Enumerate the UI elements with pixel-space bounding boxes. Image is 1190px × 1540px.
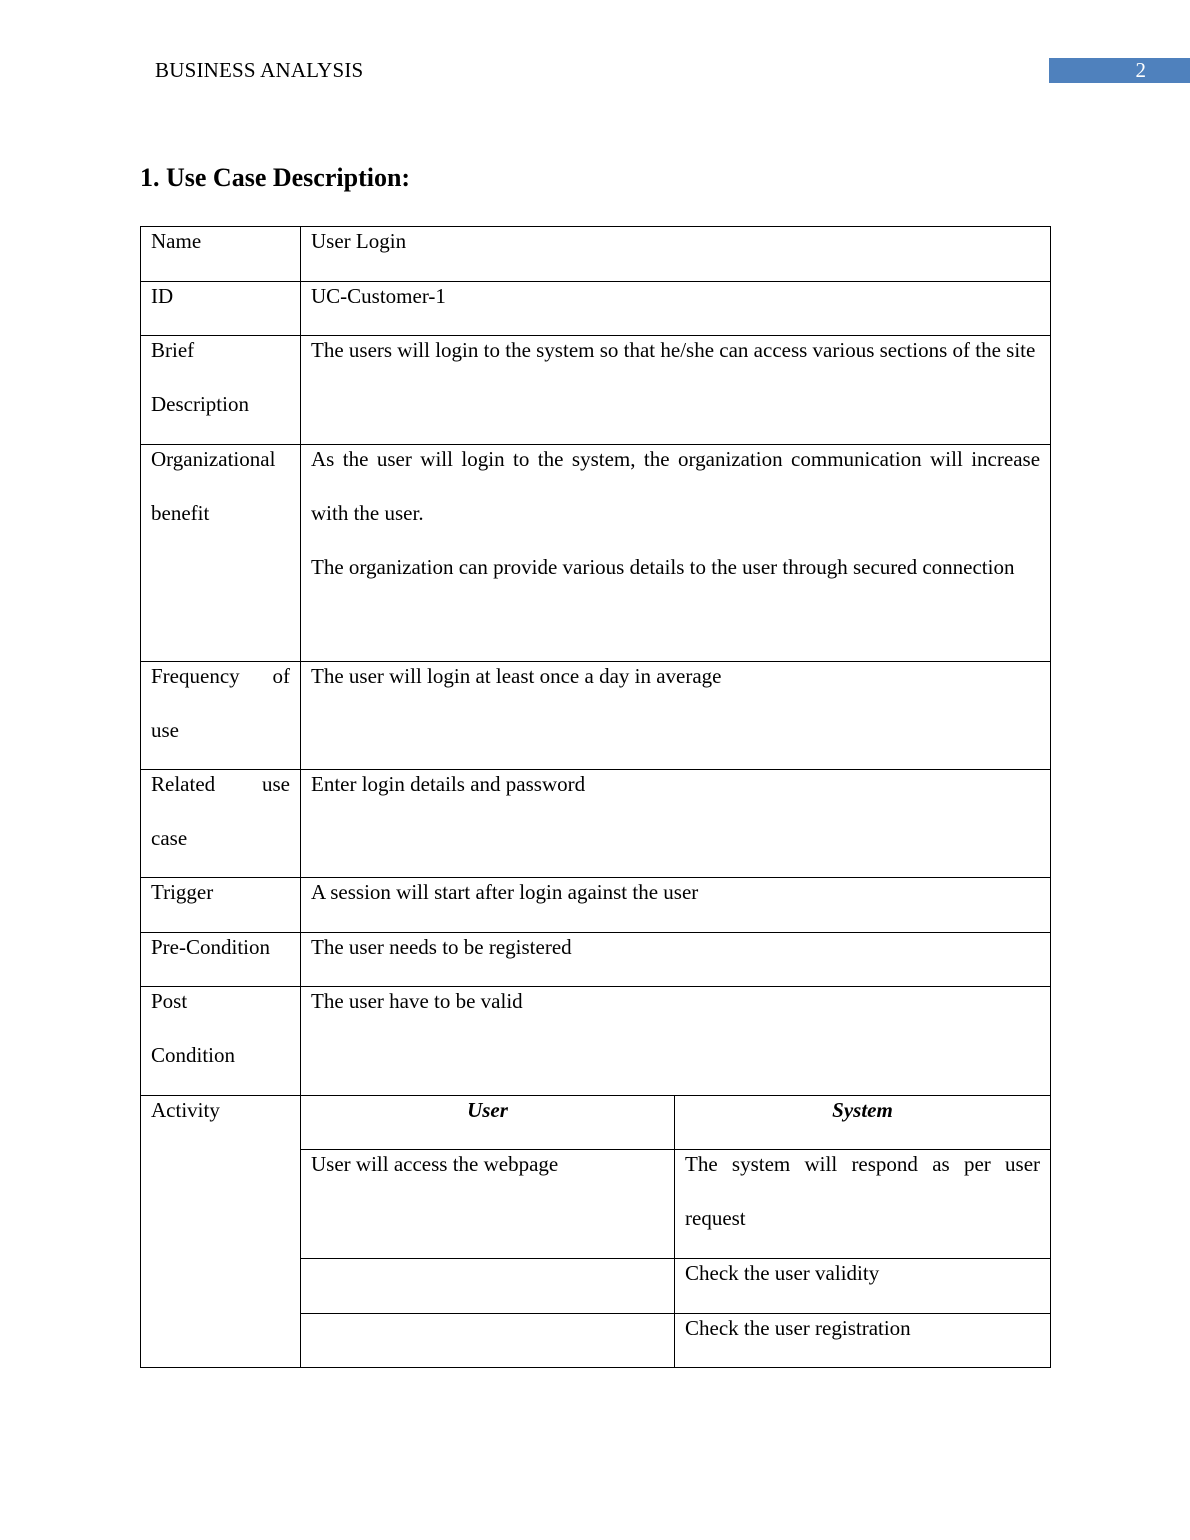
related-use-case-value: Enter login details and password [301, 770, 1051, 878]
activity-system-header: System [675, 1096, 1051, 1150]
table-row [141, 770, 1051, 878]
table-row [141, 987, 1051, 1096]
activity-user-header: User [301, 1096, 675, 1150]
activity-label: Activity [141, 1096, 301, 1368]
activity-user-cell [301, 1259, 675, 1314]
brief-description-value: The users will login to the system so that he/she can access various sections of the site [301, 336, 1051, 445]
trigger-label: Trigger [141, 878, 301, 933]
table-row [141, 336, 1051, 445]
table-row [141, 662, 1051, 770]
organizational-benefit-label: Organizational benefit [141, 445, 301, 662]
trigger-value: A session will start after login against the user [301, 878, 1051, 933]
activity-system-cell: Check the user registration [675, 1314, 1051, 1368]
brief-description-label: Brief Description [141, 336, 301, 445]
id-value: UC-Customer-1 [301, 282, 1051, 336]
post-condition-label: Post Condition [141, 987, 301, 1096]
activity-system-cell: The system will respond as per user request [675, 1150, 1051, 1259]
table-row [141, 445, 1051, 662]
page-number: 2 [1135, 58, 1146, 82]
organizational-benefit-value: As the user will login to the system, the organization communication will increase with the user. The organization can provide various details to the user through secured connection [301, 445, 1051, 662]
activity-user-cell [301, 1314, 675, 1368]
section-title: 1. Use Case Description: [140, 163, 411, 192]
activity-system-cell: Check the user validity [675, 1259, 1051, 1314]
related-use-case-label: Related use case [141, 770, 301, 878]
name-label: Name [141, 227, 301, 282]
use-case-table [140, 226, 1051, 1368]
post-condition-value: The user have to be valid [301, 987, 1051, 1096]
pre-condition-value: The user needs to be registered [301, 933, 1051, 987]
activity-user-cell: User will access the webpage [301, 1150, 675, 1259]
frequency-of-use-label: Frequency of use [141, 662, 301, 770]
id-label: ID [141, 282, 301, 336]
page-number-badge [1049, 58, 1190, 83]
running-head: BUSINESS ANALYSIS [155, 58, 364, 82]
frequency-of-use-value: The user will login at least once a day in average [301, 662, 1051, 770]
name-value: User Login [301, 227, 1051, 282]
pre-condition-label: Pre-Condition [141, 933, 301, 987]
